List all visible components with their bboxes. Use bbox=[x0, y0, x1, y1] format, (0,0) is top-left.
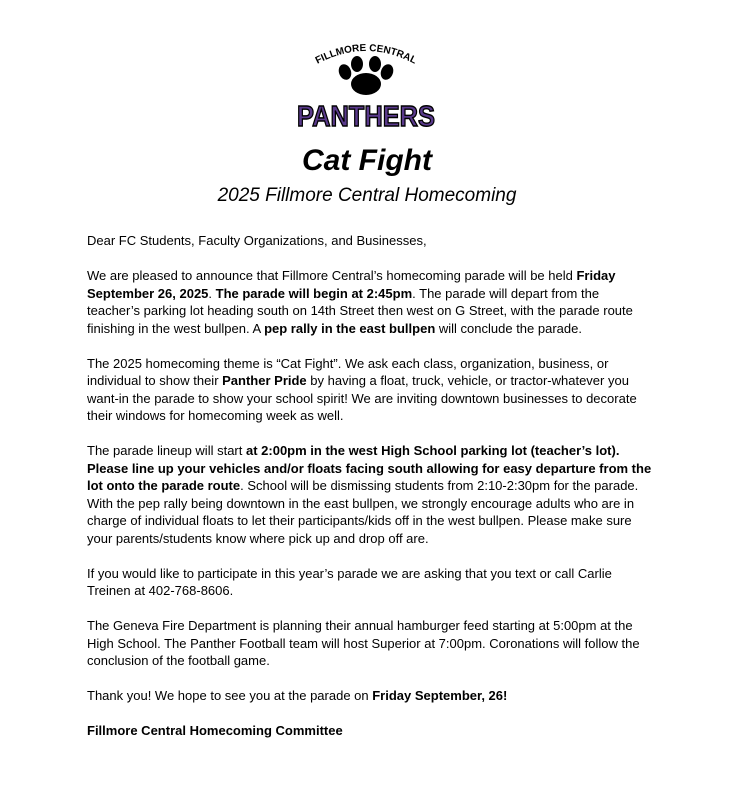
greeting: Dear FC Students, Faculty Organizations, and Businesses, bbox=[87, 233, 427, 248]
page-title: Cat Fight bbox=[302, 144, 432, 177]
svg-text:FILLMORE CENTRAL bbox=[314, 43, 419, 67]
signature: Fillmore Central Homecoming Committee bbox=[87, 723, 343, 738]
page-subtitle: 2025 Fillmore Central Homecoming bbox=[217, 185, 517, 206]
paragraph-contact: If you would like to participate in this year’s parade we are asking that you text or call Carlie Treinen at 402-768-8606. bbox=[87, 565, 612, 598]
logo-top-text: FILLMORE CENTRAL bbox=[313, 42, 419, 67]
letter-body bbox=[87, 232, 653, 757]
paragraph-events: The Geneva Fire Department is planning their annual hamburger feed starting at 5:00pm at the High School. The Panther Football team will host Superior at 7:00pm. Coronations will follow the conclusion of the football game. bbox=[87, 618, 640, 668]
panthers-logo bbox=[293, 40, 439, 136]
paragraph-thanks: Thank you! We hope to see you at the parade on Friday September, 26! bbox=[87, 688, 508, 703]
paragraph-parade-announcement: We are pleased to announce that Fillmore Central’s homecoming parade will be held Friday September 26, 2025. The parade will begin at 2:45pm. The parade will depart from the teacher’s parking lot heading south on 14th Street then west on G Street, with the parade route finishing in the west bullpen. A pep rally in the east bullpen will conclude the parade. bbox=[87, 268, 633, 336]
paragraph-theme: The 2025 homecoming theme is “Cat Fight”. We ask each class, organization, business, or individual to show their Panther Pride by having a float, truck, vehicle, or tractor-whatever you want-in the parade to show your school spirit! We are inviting downtown businesses to decorate their windows for homecoming week as well. bbox=[87, 355, 637, 423]
paragraph-lineup: The parade lineup will start at 2:00pm in the west High School parking lot (teacher’s lot). Please line up your vehicles and/or floats facing south allowing for easy departure from the lot onto the parade route. School will be dismissing students from 2:10-2:30pm for the parade. With the pep rally being downtown in the east bullpen, we strongly encourage adults who are in charge of individual floats to let their participants/kids off in the west bullpen. Please make sure your parents/students know where pick up and drop off are. bbox=[87, 443, 652, 546]
paw-print-icon bbox=[337, 56, 396, 95]
logo-main-text: PANTHERS bbox=[297, 101, 435, 133]
